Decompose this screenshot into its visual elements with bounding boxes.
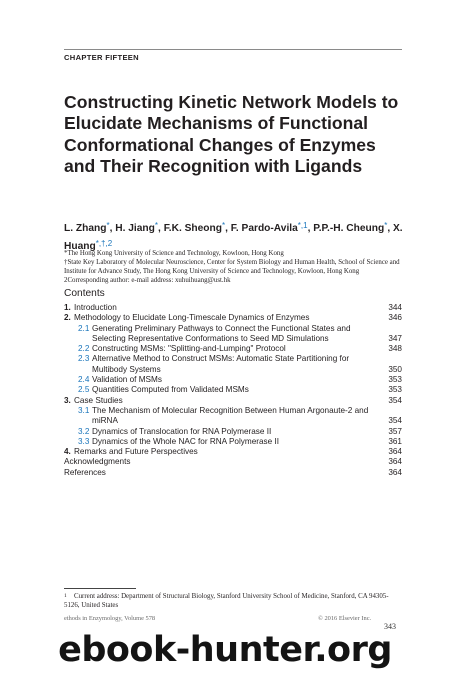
toc-entry-page: 361 bbox=[388, 436, 402, 446]
toc-entry-title: Quantities Computed from Validated MSMs bbox=[92, 385, 249, 395]
table-of-contents bbox=[64, 303, 402, 478]
author-affiliation-mark: *,1 bbox=[297, 221, 308, 230]
toc-entry-title: Generating Preliminary Pathways to Connect the Functional States and Selecting Representative Conformations to Seed MD Simulations bbox=[92, 323, 351, 343]
toc-entry-title: Methodology to Elucidate Long-Timescale Dynamics of Enzymes bbox=[74, 313, 310, 323]
toc-entry-number: 3.1 bbox=[78, 405, 90, 415]
toc-entry-title: Introduction bbox=[74, 303, 117, 312]
toc-entry-page: 364 bbox=[388, 447, 402, 457]
chapter-rule bbox=[64, 49, 402, 50]
toc-entry-title: Acknowledgments bbox=[64, 457, 131, 467]
author-separator: , bbox=[158, 223, 164, 234]
toc-entry[interactable] bbox=[64, 457, 402, 467]
toc-entry[interactable] bbox=[64, 354, 402, 375]
affiliation-2: †State Key Laboratory of Molecular Neuroscience, Center for System Biology and Human Health, School of Science and Institute for Advance Study, The Hong Kong University of Science and Technology, Kowloon, Hong Kong bbox=[64, 258, 400, 275]
toc-entry-page: 353 bbox=[388, 385, 402, 395]
toc-entry-title: The Mechanism of Molecular Recognition Between Human Argonaute-2 and miRNA bbox=[92, 405, 369, 426]
toc-entry-title: Dynamics of the Whole NAC for RNA Polymerase II bbox=[92, 436, 280, 446]
toc-entry-title: Constructing MSMs: "Splitting-and-Lumping" Protocol bbox=[92, 344, 286, 354]
toc-entry-title: References bbox=[64, 467, 106, 477]
toc-entry[interactable] bbox=[64, 375, 402, 385]
affiliation-1: *The Hong Kong University of Science and Technology, Kowloon, Hong Kong bbox=[64, 250, 284, 257]
toc-entry-number: 3.3 bbox=[78, 436, 90, 446]
toc-entry-number: 2.4 bbox=[78, 375, 90, 385]
toc-entry[interactable] bbox=[64, 303, 402, 313]
copyright: © 2016 Elsevier Inc. bbox=[318, 615, 372, 622]
toc-entry-number: 3. bbox=[64, 395, 71, 405]
author-separator: , bbox=[387, 223, 393, 234]
toc-entry[interactable] bbox=[64, 437, 402, 447]
author-separator: , bbox=[225, 223, 231, 234]
toc-entry-number: 2. bbox=[64, 313, 71, 323]
toc-entry-page: 353 bbox=[388, 375, 402, 385]
chapter-label: CHAPTER FIFTEEN bbox=[64, 53, 139, 62]
toc-entry-title: Validation of MSMs bbox=[92, 375, 162, 385]
author-affiliation-mark: * bbox=[106, 221, 110, 230]
author-name: X. Huang bbox=[64, 223, 403, 252]
author-affiliation-mark: * bbox=[154, 221, 159, 230]
toc-entry-number: 2.5 bbox=[78, 385, 90, 395]
toc-entry-title: Dynamics of Translocation for RNA Polymerase II bbox=[92, 426, 272, 436]
toc-entry-title: Case Studies bbox=[74, 395, 123, 405]
toc-entry-page: 347 bbox=[388, 333, 402, 343]
author-name: H. Jiang bbox=[115, 223, 155, 234]
journal-citation: ethods in Enzymology, Volume 578 bbox=[64, 615, 156, 622]
toc-entry-title: Alternative Method to Construct MSMs: Automatic State Partitioning for Multibody Systems bbox=[92, 354, 350, 374]
toc-entry-page: 357 bbox=[388, 426, 402, 436]
contents-heading: Contents bbox=[64, 288, 105, 299]
toc-entry[interactable] bbox=[64, 313, 402, 323]
toc-entry-number: 3.2 bbox=[78, 426, 90, 436]
toc-entry-page: 346 bbox=[388, 313, 402, 323]
chapter-title: Constructing Kinetic Network Models to Elucidate Mechanisms of Functional Conformational Changes of Enzymes and Their Recognition with Ligands bbox=[64, 92, 399, 177]
affiliations bbox=[64, 250, 406, 286]
toc-entry[interactable] bbox=[64, 468, 402, 478]
corresponding-author: 2Corresponding author: e-mail address: xuhuihuang@ust.hk bbox=[64, 276, 231, 284]
toc-entry[interactable] bbox=[64, 324, 402, 345]
page-number: 343 bbox=[384, 622, 396, 631]
toc-entry[interactable] bbox=[64, 447, 402, 457]
author-affiliation-mark: *,†,2 bbox=[95, 238, 113, 248]
toc-entry-number: 4. bbox=[64, 447, 71, 457]
footnote bbox=[64, 592, 404, 610]
author-name: P.P.-H. Cheung bbox=[313, 223, 385, 234]
footnote-rule bbox=[64, 588, 136, 589]
author-separator: , bbox=[109, 223, 116, 234]
author-name: L. Zhang bbox=[64, 223, 107, 234]
footnote-mark: 1 bbox=[64, 593, 67, 599]
toc-entry[interactable] bbox=[64, 406, 402, 427]
toc-entry-page: 354 bbox=[388, 416, 402, 426]
toc-entry-title: Remarks and Future Perspectives bbox=[74, 447, 198, 457]
toc-entry-number: 1. bbox=[64, 303, 71, 312]
toc-entry-page: 350 bbox=[388, 364, 402, 374]
toc-entry-page: 344 bbox=[388, 303, 402, 312]
author-affiliation-mark: * bbox=[221, 221, 226, 230]
author-list bbox=[64, 219, 404, 254]
author-name: F. Pardo-Avila bbox=[230, 223, 298, 234]
toc-entry[interactable] bbox=[64, 385, 402, 395]
watermark bbox=[0, 630, 450, 670]
toc-entry[interactable] bbox=[64, 427, 402, 437]
toc-entry-number: 2.1 bbox=[78, 323, 90, 333]
toc-entry[interactable] bbox=[64, 344, 402, 354]
toc-entry-page: 348 bbox=[388, 344, 402, 354]
toc-entry-page: 354 bbox=[388, 395, 402, 405]
toc-entry-number: 2.3 bbox=[78, 354, 90, 364]
footnote-text: Current address: Department of Structural Biology, Stanford University School of Medicine, Stanford, CA 94305-5126, United States bbox=[64, 593, 389, 609]
toc-entry-page: 364 bbox=[388, 457, 402, 467]
toc-entry[interactable] bbox=[64, 396, 402, 406]
watermark-text: ebook-hunter.org bbox=[58, 630, 392, 670]
author-separator: , bbox=[307, 223, 314, 234]
author-name: F.K. Sheong bbox=[163, 223, 222, 234]
toc-entry-number: 2.2 bbox=[78, 344, 90, 354]
author-affiliation-mark: * bbox=[384, 221, 388, 230]
toc-entry-page: 364 bbox=[388, 467, 402, 477]
